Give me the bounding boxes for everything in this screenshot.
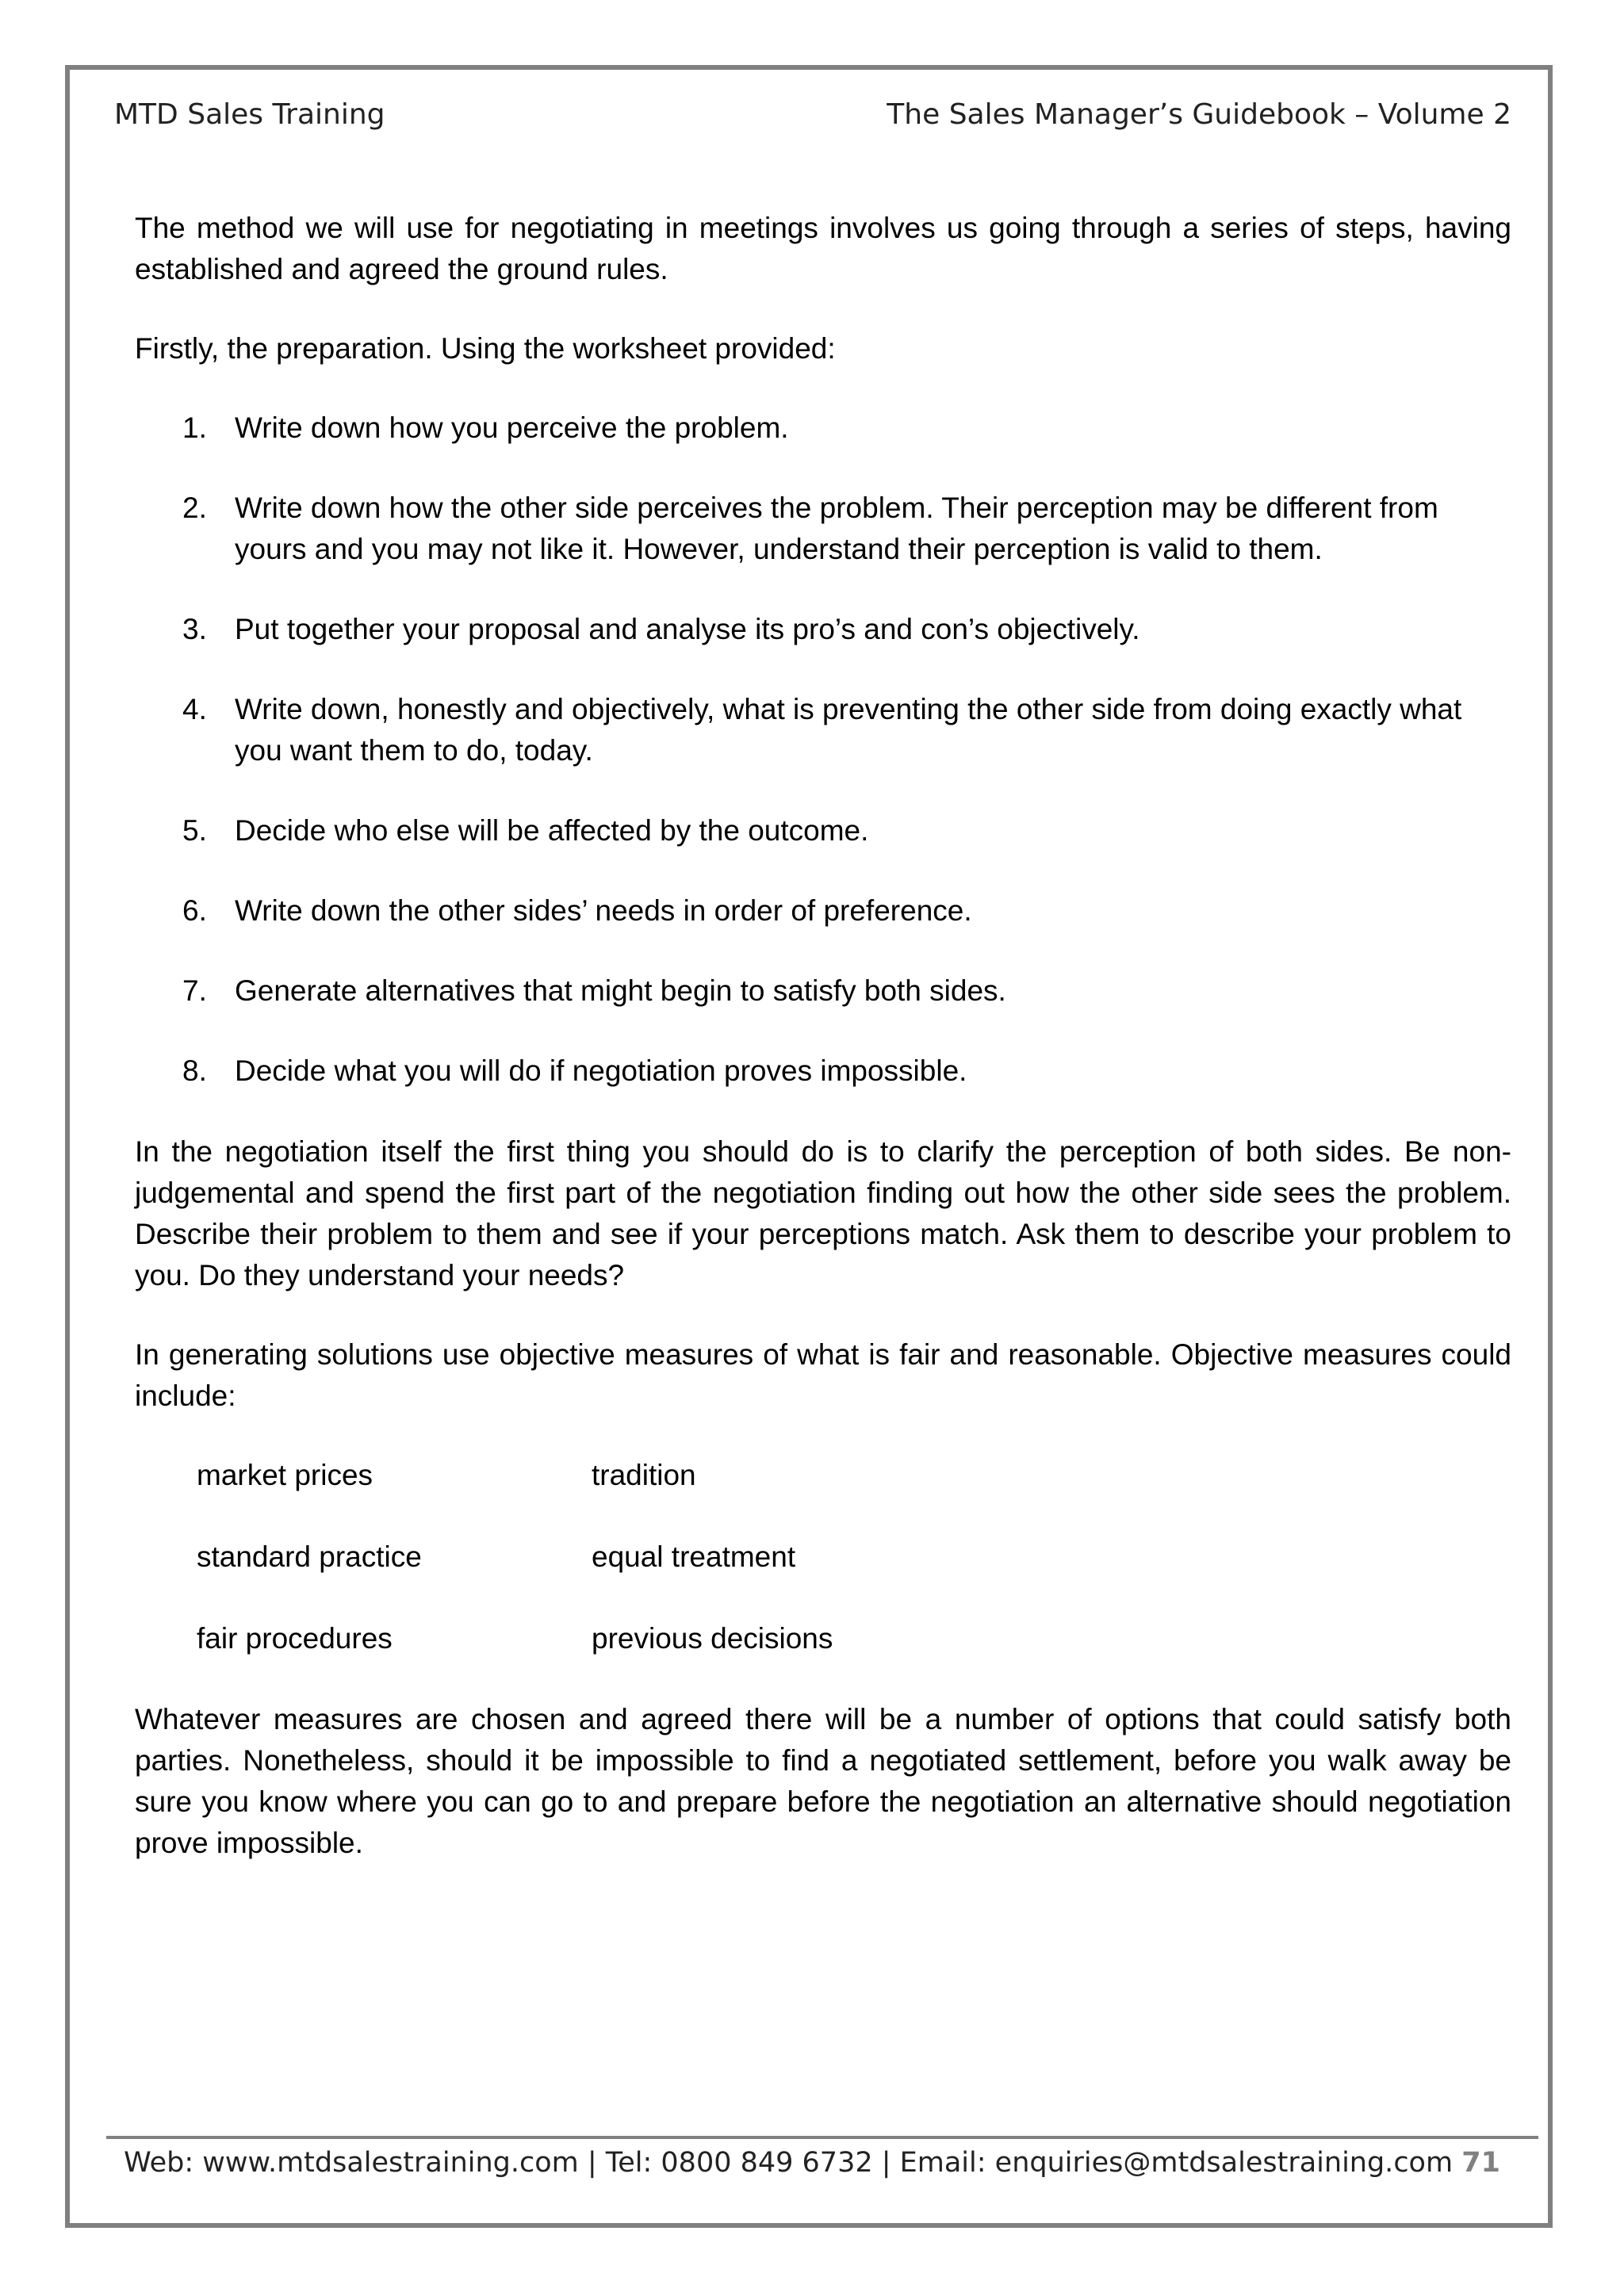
- list-item-number: 4.: [182, 693, 207, 725]
- footer-contact: Web: www.mtdsalestraining.com | Tel: 0800 849 6732 | Email: enquiries@mtdsalestraining.com: [124, 2147, 1454, 2179]
- measures-row: [135, 1455, 1511, 1496]
- list-item: [135, 488, 1511, 570]
- list-item: [135, 1050, 1511, 1092]
- list-item: [135, 810, 1511, 851]
- list-item-text: Decide who else will be affected by the outcome.: [235, 814, 869, 847]
- list-item-text: Generate alternatives that might begin to satisfy both sides.: [235, 974, 1006, 1007]
- list-item: [135, 890, 1511, 932]
- list-item-text: Write down, honestly and objectively, what is preventing the other side from doing exactly what you want them to do, today.: [235, 693, 1462, 767]
- measure-item: previous decisions: [592, 1622, 833, 1655]
- measure-item: fair procedures: [197, 1622, 393, 1655]
- measure-item: market prices: [197, 1459, 373, 1491]
- header-left-title: MTD Sales Training: [114, 98, 385, 131]
- document-body: [135, 208, 1511, 1902]
- list-item-number: 8.: [182, 1054, 207, 1087]
- list-item-text: Decide what you will do if negotiation proves impossible.: [235, 1054, 967, 1087]
- list-item-text: Write down the other sides’ needs in order of preference.: [235, 894, 972, 927]
- preparation-steps-list: [135, 408, 1511, 1092]
- list-item-number: 2.: [182, 492, 207, 524]
- measures-row: [135, 1618, 1511, 1659]
- list-item-text: Put together your proposal and analyse its pro’s and con’s objectively.: [235, 613, 1140, 645]
- list-item-number: 6.: [182, 894, 207, 927]
- footer: [0, 2147, 1624, 2179]
- list-item: [135, 408, 1511, 449]
- list-item-number: 5.: [182, 814, 207, 847]
- measure-item: standard practice: [197, 1540, 422, 1573]
- objective-measures-table: [135, 1455, 1511, 1659]
- solutions-paragraph: In generating solutions use objective measures of what is fair and reasonable. Objective measures could include:: [135, 1338, 1511, 1412]
- closing-paragraph: Whatever measures are chosen and agreed there will be a number of options that could satisfy both parties. Nonetheless, should it be impossible to find a negotiated settlement, before you walk away be sure you know where you can go to and prepare before the negotiation an alternative should negotiation prove impossible.: [135, 1703, 1511, 1859]
- measure-item: equal treatment: [592, 1540, 796, 1573]
- list-item: [135, 970, 1511, 1012]
- measure-item: tradition: [592, 1459, 696, 1491]
- list-item-text: Write down how the other side perceives the problem. Their perception may be different from yours and you may not like it. However, understand their perception is valid to them.: [235, 492, 1438, 565]
- page-number: 71: [1461, 2147, 1500, 2179]
- footer-divider: [106, 2136, 1538, 2139]
- intro-paragraph: The method we will use for negotiating in meetings involves us going through a series of steps, having established and agreed the ground rules.: [135, 212, 1511, 285]
- list-item-number: 1.: [182, 411, 207, 444]
- negotiation-paragraph: In the negotiation itself the first thing you should do is to clarify the perception of both sides. Be non-judgemental and spend the first part of the negotiation finding out how the other side sees the problem. Describe their problem to them and see if your perceptions match. Ask them to describe your problem to you. Do they understand your needs?: [135, 1135, 1511, 1292]
- list-item-number: 3.: [182, 613, 207, 645]
- list-item: [135, 609, 1511, 650]
- measures-row: [135, 1536, 1511, 1578]
- list-item-number: 7.: [182, 974, 207, 1007]
- list-item: [135, 689, 1511, 771]
- preparation-intro: Firstly, the preparation. Using the worksheet provided:: [135, 332, 836, 365]
- list-item-text: Write down how you perceive the problem.: [235, 411, 789, 444]
- header-right-title: The Sales Manager’s Guidebook – Volume 2: [887, 98, 1511, 131]
